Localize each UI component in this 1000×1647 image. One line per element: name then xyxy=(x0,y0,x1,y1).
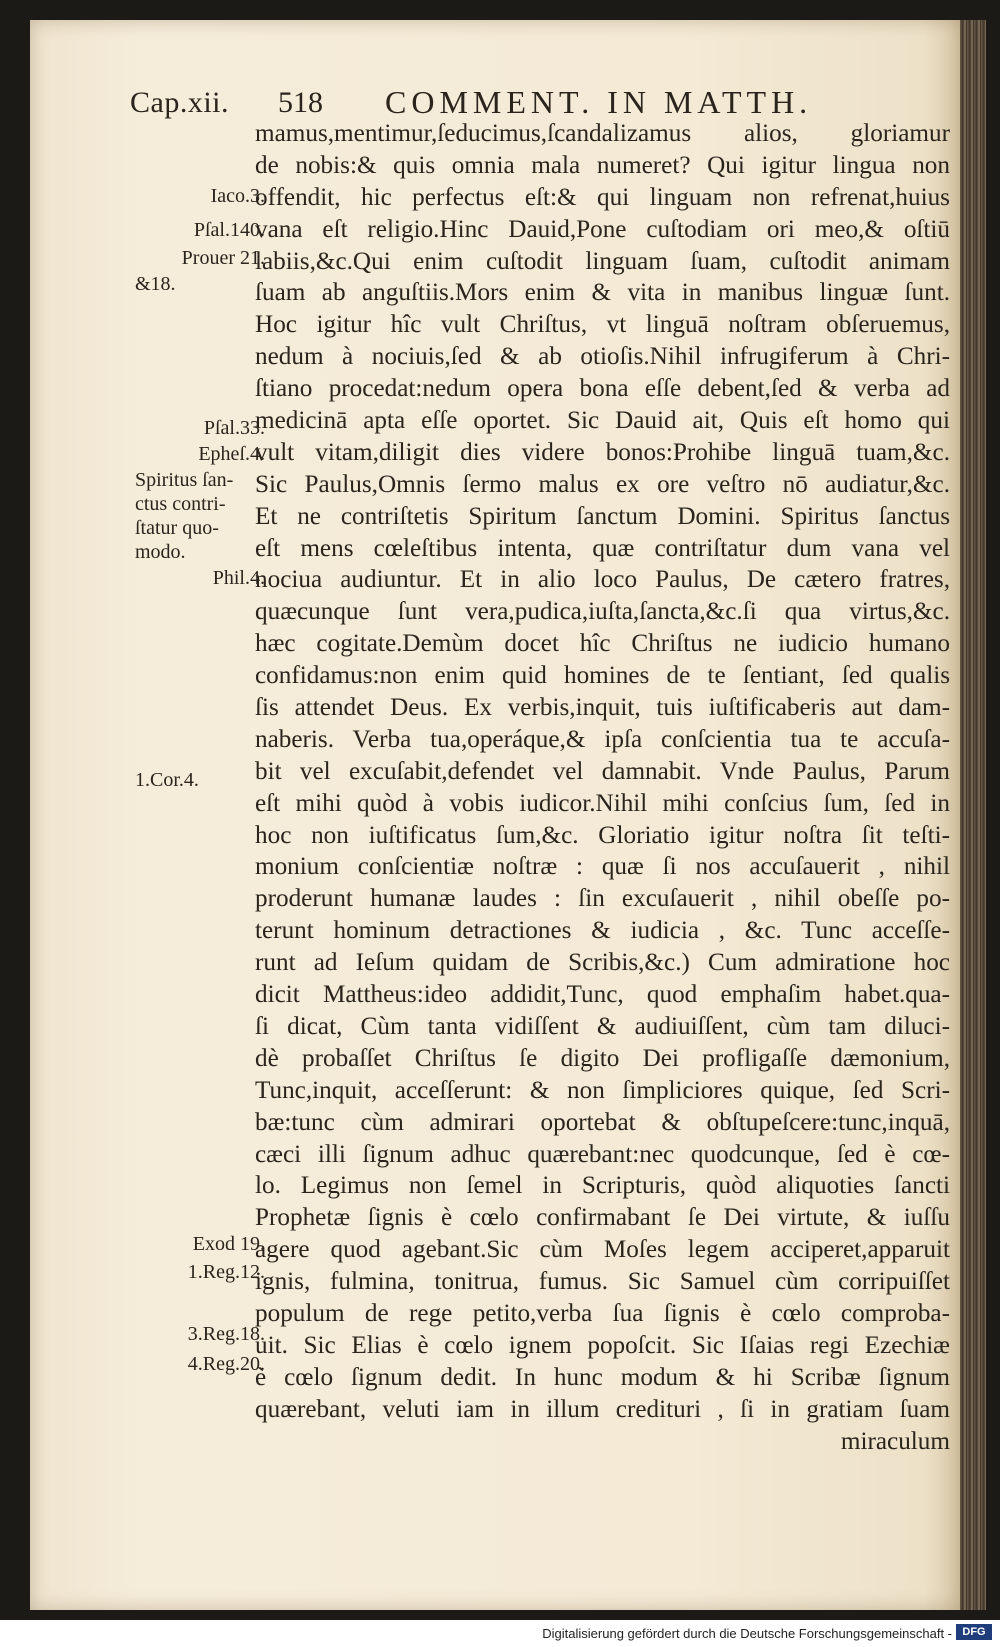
text-line: Hoc igitur hîc vult Chriſtus, vt linguā noſtram obſeruemus, xyxy=(255,311,950,339)
margin-note: 4.Reg.20. xyxy=(187,1353,265,1375)
text-line: de nobis:& quis omnia mala numeret? Qui igitur lingua non xyxy=(255,151,950,179)
margin-note: Exod 19. xyxy=(192,1233,265,1255)
footer-credit: Digitalisierung gefördert durch die Deutsche Forschungsgemeinschaft - xyxy=(542,1626,952,1641)
footer-bar xyxy=(0,1620,1000,1647)
margin-note: modo. xyxy=(135,541,186,563)
running-title: COMMENT. IN MATTH. xyxy=(385,84,813,120)
margin-note: 3.Reg.18. xyxy=(187,1323,265,1345)
text-line: mamus,mentimur,ſeducimus,ſcandalizamus alios, gloriamur xyxy=(255,120,950,147)
text-line: Et ne contriſtetis Spiritum ſanctum Domini. Spiritus ſanctus xyxy=(255,502,950,530)
text-line: ſi dicat, Cùm tanta vidiſſent & audiuiſſent, cùm tam diluci- xyxy=(255,1012,950,1040)
text-line: populum de rege petito,verba ſua ſignis è cœlo comproba- xyxy=(255,1299,950,1327)
text-line: Sic Paulus,Omnis ſermo malus ex ore veſtro nō audiatur,&c. xyxy=(255,470,950,498)
text-line: quærebant, veluti iam in illum credituri , ſi in gratiam ſuam xyxy=(255,1395,950,1423)
text-line: runt ad Ieſum quidam de Scribis,&c.) Cum admiratione hoc xyxy=(255,949,950,977)
text-line: bit vel excuſabit,defendet vel damnabit. Vnde Paulus, Parum xyxy=(255,757,950,785)
text-line: ſuam ab anguſtiis.Mors enim & vita in manibus linguæ ſunt. xyxy=(255,279,950,307)
text-line: terunt hominum detractiones & iudicia , &c. Tunc acceſſe- xyxy=(255,917,950,945)
text-line: vana eſt religio.Hinc Dauid,Pone cuſtodiam ori meo,& oſtiū xyxy=(255,215,950,243)
text-line: hæc cogitate.Demùm docet hîc Chriſtus ne iudicio humano xyxy=(255,630,950,658)
text-line: cæci illi ſignum adhuc quærebant:nec quodcunque, ſed è cœ- xyxy=(255,1140,950,1168)
text-line: lo. Legimus non ſemel in Scripturis, quòd aliquoties ſancti xyxy=(255,1172,950,1200)
text-line: agere quod agebant.Sic cùm Moſes legem acciperet,apparuit xyxy=(255,1236,950,1264)
text-line: medicinā apta eſſe oportet. Sic Dauid ait, Quis eſt homo qui xyxy=(255,407,950,435)
text-line: vult vitam,diligit dies videre bonos:Prohibe linguā tuam,&c. xyxy=(255,438,950,466)
text-line: nedum à nociuis,ſed & ab otioſis.Nihil infrugiferum à Chri- xyxy=(255,343,950,371)
catchword: miraculum xyxy=(840,1427,950,1455)
margin-note: Epheſ.4. xyxy=(198,443,265,465)
text-line: eſt mihi quòd à vobis iudicor.Nihil mihi conſcius ſum, ſed in xyxy=(255,789,950,817)
margin-note: &18. xyxy=(135,273,176,295)
margin-note: ctus contri- xyxy=(135,493,226,515)
text-line: ſtiano procedat:nedum opera bona eſſe debent,ſed & verba ad xyxy=(255,375,950,403)
dfg-logo: DFG xyxy=(956,1624,992,1640)
text-line: Prophetæ ſignis è cœlo confirmabant ſe Dei virtute, & iuſſu xyxy=(255,1204,950,1232)
text-line: ignis, fulmina, tonitrua, fumus. Sic Samuel cùm corripuiſſet xyxy=(255,1268,950,1296)
margin-note: Pſal.140. xyxy=(193,219,265,241)
text-line: labiis,&c.Qui enim cuſtodit linguam ſuam, cuſtodit animam xyxy=(255,247,950,275)
text-line: ſis attendet Deus. Ex verbis,inquit, tuis iuſtificaberis aut dam- xyxy=(255,694,950,722)
text-line: uit. Sic Elias è cœlo ignem popoſcit. Sic Iſaias regi Ezechiæ xyxy=(255,1331,950,1359)
margin-note: 1.Reg.12. xyxy=(187,1261,265,1283)
text-line: proderunt humanæ laudes : ſin excuſauerit , nihil obeſſe po- xyxy=(255,885,950,913)
margin-note: Pſal.33. xyxy=(203,417,265,439)
chapter-label: Cap.xii. xyxy=(130,86,229,119)
text-line: hoc non iuſtificatus ſum,&c. Gloriatio igitur noſtra ſit teſti- xyxy=(255,821,950,849)
text-line: Tunc,inquit, acceſſerunt: & non ſimpliciores quique, ſed Scri- xyxy=(255,1076,950,1104)
text-line: nociua audiuntur. Et in alio loco Paulus, De cætero fratres, xyxy=(255,566,950,594)
text-line: monium conſcientiæ noſtræ : quæ ſi nos accuſauerit , nihil xyxy=(255,853,950,881)
margin-note: Prouer 21. xyxy=(181,247,265,269)
text-line: dicit Mattheus:ideo addidit,Tunc, quod emphaſim habet.qua- xyxy=(255,981,950,1009)
text-line: eſt mens cœleſtibus intenta, quæ contriſtatur dum vana vel xyxy=(255,534,950,562)
margin-note: 1.Cor.4. xyxy=(135,769,199,791)
text-line: è cœlo ſignum dedit. In hunc modum & hi Scribæ ſignum xyxy=(255,1363,950,1391)
margin-note: Spiritus ſan- xyxy=(135,469,234,491)
margin-note: Iaco.3. xyxy=(210,185,265,207)
text-line: naberis. Verba tua,operáque,& ipſa conſcientia tua te accuſa- xyxy=(255,725,950,753)
text-line: dè probaſſet Chriſtus ſe digito Dei profligaſſe dæmonium, xyxy=(255,1044,950,1072)
body-text xyxy=(255,118,950,1457)
page-number: 518 xyxy=(278,86,323,119)
text-line: confidamus:non enim quid homines de te ſentiant, ſed qualis xyxy=(255,662,950,690)
text-line: bæ:tunc cùm admirari oportebat & obſtupeſcere:tunc,inquā, xyxy=(255,1108,950,1136)
margin-note: ſtatur quo- xyxy=(135,517,219,539)
margin-note: Phil.4. xyxy=(212,567,265,589)
text-line: quæcunque ſunt vera,pudica,iuſta,ſancta,&c.ſi qua virtus,&c. xyxy=(255,598,950,626)
page-edge xyxy=(960,20,986,1610)
text-line: offendit, hic perfectus eſt:& qui linguam non refrenat,huius xyxy=(255,183,950,211)
